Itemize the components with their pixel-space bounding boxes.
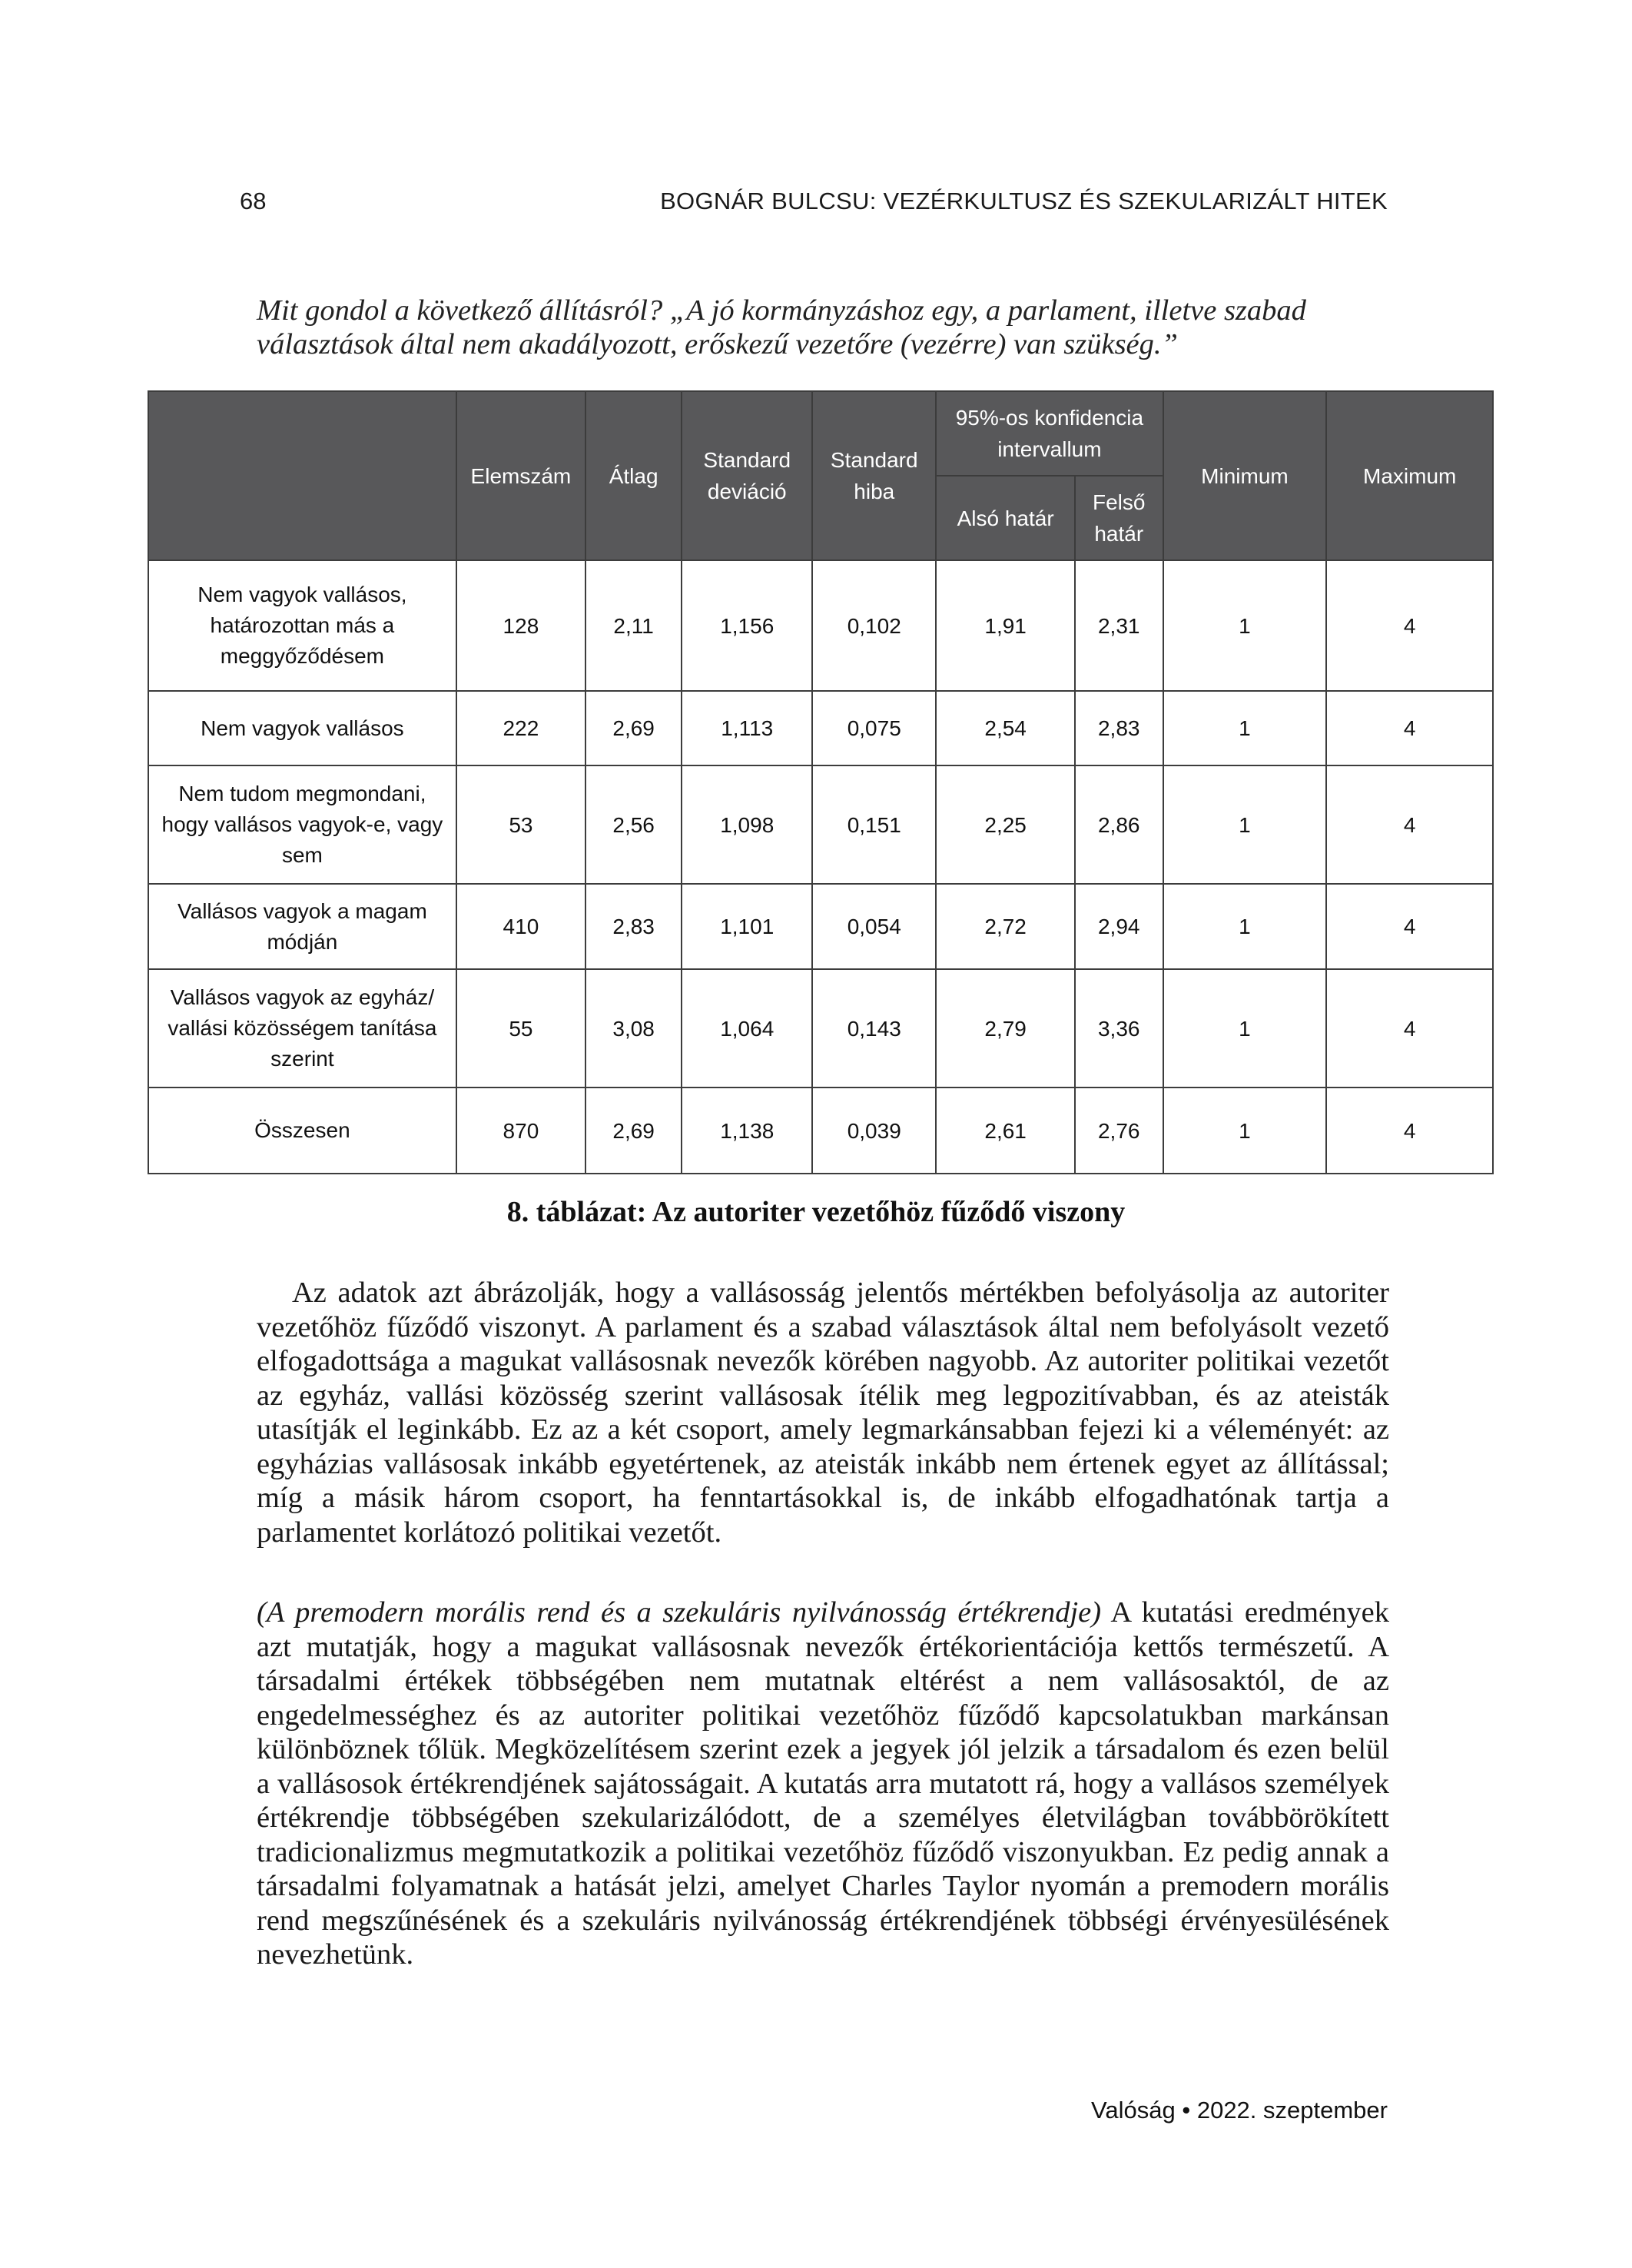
- header-ci-lower: Alsó határ: [936, 476, 1075, 560]
- cell-ci-lower: 2,54: [936, 691, 1075, 765]
- row-label: Nem tudom megmondani, hogy vallásos vagyok-e, vagy sem: [148, 765, 456, 884]
- body-paragraph: [257, 1276, 1389, 1549]
- header-min: Minimum: [1163, 391, 1327, 560]
- page-header: [240, 188, 1388, 218]
- cell-min: 1: [1163, 1088, 1327, 1174]
- cell-sd: 1,064: [682, 969, 812, 1088]
- cell-mean: 3,08: [585, 969, 682, 1088]
- cell-n: 870: [456, 1088, 585, 1174]
- cell-sd: 1,138: [682, 1088, 812, 1174]
- header-ci: 95%-os konfidencia intervallum: [936, 391, 1163, 476]
- header-n: Elemszám: [456, 391, 585, 560]
- cell-mean: 2,83: [585, 884, 682, 969]
- cell-se: 0,075: [812, 691, 936, 765]
- cell-n: 128: [456, 560, 585, 691]
- cell-n: 222: [456, 691, 585, 765]
- cell-max: 4: [1326, 765, 1493, 884]
- cell-min: 1: [1163, 765, 1327, 884]
- cell-mean: 2,69: [585, 691, 682, 765]
- cell-ci-upper: 3,36: [1075, 969, 1163, 1088]
- cell-min: 1: [1163, 560, 1327, 691]
- cell-max: 4: [1326, 884, 1493, 969]
- table-row: [148, 691, 1493, 765]
- cell-se: 0,102: [812, 560, 936, 691]
- cell-ci-upper: 2,31: [1075, 560, 1163, 691]
- table-row: [148, 765, 1493, 884]
- cell-min: 1: [1163, 884, 1327, 969]
- row-label: Összesen: [148, 1088, 456, 1174]
- row-label: Vallásos vagyok a magam módján: [148, 884, 456, 969]
- cell-ci-lower: 2,72: [936, 884, 1075, 969]
- cell-ci-lower: 2,61: [936, 1088, 1075, 1174]
- cell-mean: 2,56: [585, 765, 682, 884]
- header-se: Standard hiba: [812, 391, 936, 560]
- cell-n: 55: [456, 969, 585, 1088]
- cell-ci-upper: 2,83: [1075, 691, 1163, 765]
- cell-sd: 1,156: [682, 560, 812, 691]
- running-title: BOGNÁR BULCSU: VEZÉRKULTUSZ ÉS SZEKULARIZÁLT HITEK: [660, 188, 1388, 214]
- cell-min: 1: [1163, 969, 1327, 1088]
- cell-n: 53: [456, 765, 585, 884]
- page-footer: Valóság • 2022. szeptember: [1091, 2097, 1388, 2124]
- header-empty-cell: [148, 391, 456, 560]
- cell-ci-lower: 2,25: [936, 765, 1075, 884]
- cell-sd: 1,101: [682, 884, 812, 969]
- cell-se: 0,143: [812, 969, 936, 1088]
- survey-question: Mit gondol a következő állításról? „A jó kormányzáshoz egy, a parlament, illetve szabad választások által nem akadályozott, erőskezű vezetőre (vezérre) van szükség.”: [257, 294, 1306, 360]
- cell-ci-lower: 2,79: [936, 969, 1075, 1088]
- row-label: Vallásos vagyok az egyház/ vallási közösségem tanítása szerint: [148, 969, 456, 1088]
- cell-sd: 1,098: [682, 765, 812, 884]
- paragraph-text: A kutatási eredmények azt mutatják, hogy a magukat vallásosnak nevezők értékorientációja kettős természetű. A társadalmi értékek többségében nem mutatnak eltérést a nem vallásosaktól, de az engedelmességhez és az autoriter politikai vezetőhöz fűződő kapcsolatukban markánsan különböznek tőlük. Megközelítésem szerint ezek a jegyek jól jelzik a társadalom és ezen belül a vallásosok értékrendjének sajátosságait. A kutatás arra mutatott rá, hogy a vallásos személyek értékrendje többségében szekularizálódott, de a személyes életvilágban továbbörökített tradicionalizmus megmutatkozik a politikai vezetőhöz fűződő viszonyukban. Ez pedig annak a társadalmi folyamatnak a hatását jelzi, amelyet Charles Taylor nyomán a premodern morális rend megszűnésének és a szekuláris nyilvánosság értékrendjének többségi érvényesülésének nevezhetünk.: [257, 1596, 1389, 1971]
- cell-sd: 1,113: [682, 691, 812, 765]
- statistics-table: [148, 390, 1494, 1174]
- cell-mean: 2,69: [585, 1088, 682, 1174]
- cell-se: 0,054: [812, 884, 936, 969]
- header-max: Maximum: [1326, 391, 1493, 560]
- page-number: 68: [240, 188, 267, 214]
- cell-ci-lower: 1,91: [936, 560, 1075, 691]
- cell-max: 4: [1326, 560, 1493, 691]
- cell-ci-upper: 2,94: [1075, 884, 1163, 969]
- header-ci-upper: Felső határ: [1075, 476, 1163, 560]
- cell-ci-upper: 2,76: [1075, 1088, 1163, 1174]
- cell-min: 1: [1163, 691, 1327, 765]
- table-header: [148, 391, 1493, 560]
- row-label: Nem vagyok vallásos: [148, 691, 456, 765]
- cell-max: 4: [1326, 969, 1493, 1088]
- header-mean: Átlag: [585, 391, 682, 560]
- cell-max: 4: [1326, 691, 1493, 765]
- row-label: Nem vagyok vallásos, határozottan más a meggyőződésem: [148, 560, 456, 691]
- cell-n: 410: [456, 884, 585, 969]
- table-row: [148, 884, 1493, 969]
- paragraph-text: Az adatok azt ábrázolják, hogy a vallásosság jelentős mértékben befolyásolja az autoriter vezetőhöz fűződő viszonyt. A parlament és a szabad választások által nem befolyásolt vezető elfogadottsága a magukat vallásosnak nevezők körében nagyobb. Az autoriter politikai vezetőt az egyház, vallási közösség szerint vallásosak ítélik meg legpozitívabban, és az ateisták utasítják el leginkább. Ez az a két csoport, amely legmarkánsabban fejezi ki a véleményét: az egyházias vallásosak inkább egyetértenek, az ateisták inkább nem értenek egyet az állítással; míg a másik három csoport, ha fenntartásokkal is, de inkább elfogadhatónak tartja a parlamentet korlátozó politikai vezetőt.: [257, 1277, 1389, 1549]
- cell-mean: 2,11: [585, 560, 682, 691]
- table-row: [148, 969, 1493, 1088]
- cell-se: 0,151: [812, 765, 936, 884]
- table-row-total: [148, 1088, 1493, 1174]
- section-lead: (A premodern morális rend és a szekuláris nyilvánosság értékrendje): [257, 1596, 1102, 1629]
- cell-max: 4: [1326, 1088, 1493, 1174]
- cell-se: 0,039: [812, 1088, 936, 1174]
- header-sd: Standard deviáció: [682, 391, 812, 560]
- table-caption: 8. táblázat: Az autoriter vezetőhöz fűződő viszony: [506, 1196, 1126, 1228]
- table-row: [148, 560, 1493, 691]
- cell-ci-upper: 2,86: [1075, 765, 1163, 884]
- body-paragraph: [257, 1596, 1389, 1972]
